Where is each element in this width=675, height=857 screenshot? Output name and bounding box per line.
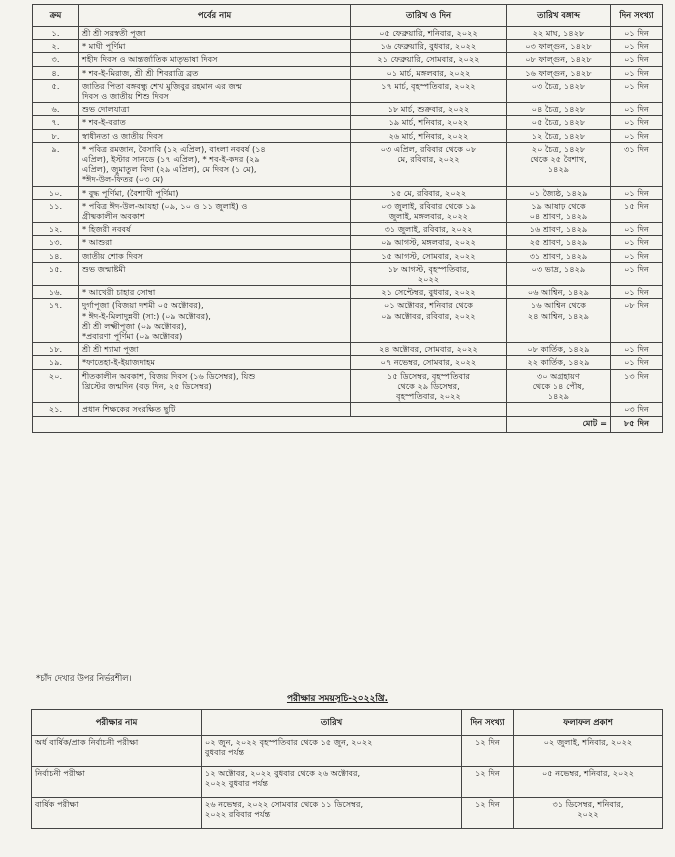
cell-line: ১৭ মার্চ, বৃহস্পতিবার, ২০২২: [381, 80, 476, 91]
cell-line: ০১ জ্যৈষ্ঠ, ১৪২৯: [529, 187, 588, 198]
exam-schedule-title: পরীক্ষার সময়সূচি-২০২২খ্রি.: [286, 694, 389, 704]
cell-line: ২৬ নভেম্বর, ২০২২ সোমবার থেকে ১১ ডিসেম্বর,: [205, 799, 364, 809]
day-count-cell: ০১ দিন: [611, 236, 663, 249]
cell-line: * শব-ই-মিরাজ, শ্রী শ্রী শিবরাত্রি ব্রত: [82, 67, 199, 78]
serial-header: ক্রম: [33, 5, 79, 27]
exam-days-header: দিন সংখ্যা: [462, 710, 514, 736]
serial-cell: ৯.: [33, 142, 79, 186]
cell-line: ০৮ ফাল্গুন, ১৪২৮: [525, 54, 592, 65]
serial-cell: ২.: [33, 40, 79, 53]
bangla-date-cell: [507, 343, 611, 356]
day-count-cell: ১৩ দিন: [611, 369, 663, 403]
exam-date-cell: [202, 767, 462, 798]
cell-line: শুভ জন্মাষ্টমী: [82, 263, 126, 274]
bangla-date-cell: [507, 79, 611, 102]
date-day-cell: [351, 249, 507, 262]
serial-cell: ১৬.: [33, 286, 79, 299]
cell-line: ১৯ আষাঢ় থেকে: [531, 200, 586, 211]
cell-line: ২০২২: [417, 274, 440, 285]
bangla-date-cell: [507, 27, 611, 40]
cell-line: ০৩ চৈত্র, ১৪২৮: [531, 80, 586, 91]
exam-name-cell: অর্ধ বার্ষিক/প্রাক নির্বাচনী পরীক্ষা: [32, 736, 202, 767]
table-row: [33, 79, 663, 102]
festival-name-cell: [79, 103, 351, 116]
cell-line: ৩১ জুলাই, রবিবার, ২০২২: [384, 224, 473, 235]
day-count-cell: ০১ দিন: [611, 356, 663, 369]
day-count-cell: ৩১ দিন: [611, 142, 663, 186]
result-date-cell: [514, 767, 663, 798]
festival-name-cell: [79, 142, 351, 186]
serial-cell: ৮.: [33, 129, 79, 142]
cell-line: ১২ অক্টোবর, ২০২২ বুধবার থেকে ২৬ অক্টোবর,: [205, 768, 361, 778]
cell-line: ১৪২৯: [547, 391, 570, 402]
cell-line: ১৪২৯: [547, 164, 570, 175]
bangla-date-cell: [507, 142, 611, 186]
serial-cell: ৫.: [33, 79, 79, 102]
cell-line: ১৫ আগস্ট, সোমবার, ২০২২: [381, 250, 476, 261]
table-row: [33, 186, 663, 199]
festival-name-cell: [79, 129, 351, 142]
festival-name-cell: [79, 40, 351, 53]
day-count-cell: ০১ দিন: [611, 129, 663, 142]
cell-line: শ্রী শ্রী সরস্বতী পূজা: [82, 28, 146, 38]
table-row: [33, 249, 663, 262]
festival-name-cell: [79, 262, 351, 285]
bangla-date-cell: [507, 369, 611, 403]
bangla-date-cell: [507, 199, 611, 222]
total-label: মোট =: [507, 416, 611, 432]
date-day-cell: [351, 116, 507, 129]
serial-cell: ৩.: [33, 53, 79, 66]
cell-line: ১৬ আশ্বিন থেকে: [531, 300, 586, 311]
cell-line: ০৪ চৈত্র, ১৪২৮: [531, 104, 586, 115]
cell-line: ০৩ ভাদ্র, ১৪২৯: [531, 263, 586, 274]
cell-line: এপ্রিল), জুমাতুল বিদা (২৯ এপ্রিল), মে দিবস (১ মে),: [82, 164, 257, 175]
cell-line: ২৫ শ্রাবণ, ১৪২৯: [529, 237, 588, 248]
moon-dependency-note: *চাঁদ দেখার উপর নির্ভরশীল।: [36, 673, 132, 683]
cell-line: ০৬ আশ্বিন, ১৪২৯: [527, 287, 590, 298]
serial-cell: ১৮.: [33, 343, 79, 356]
table-row: [33, 299, 663, 343]
cell-line: ১৬ ফেব্রুয়ারি, বুধবার, ২০২২: [380, 41, 477, 52]
cell-line: ০১ অক্টোবর, শনিবার থেকে: [384, 300, 473, 311]
result-date-cell: [514, 736, 663, 767]
cell-line: ২০ চৈত্র, ১৪২৮: [531, 143, 586, 154]
serial-cell: ১৯.: [33, 356, 79, 369]
table-row: [33, 369, 663, 403]
cell-line: থেকে ২৫ বৈশাখ,: [530, 154, 587, 165]
day-count-cell: ০৮ দিন: [611, 299, 663, 343]
cell-line: শুভ দোলযাত্রা: [82, 104, 130, 115]
table-row: [33, 116, 663, 129]
festival-name-cell: [79, 286, 351, 299]
cell-line: দুর্গাপূজা (বিজয়া দশমী ০৫ অক্টোবর),: [82, 300, 204, 311]
table-row: [33, 142, 663, 186]
cell-line: ০৯ অক্টোবর, রবিবার, ২০২২: [381, 310, 476, 321]
cell-line: * বুদ্ধ পূর্ণিমা, (বৈশাখী পূর্ণিমা): [82, 187, 179, 198]
table-row: [33, 129, 663, 142]
cell-line: শ্রী শ্রী শ্যামা পূজা: [82, 344, 139, 355]
festival-name-cell: [79, 199, 351, 222]
cell-line: মে, রবিবার, ২০২২: [397, 154, 460, 165]
festival-name-cell: [79, 66, 351, 79]
exam-date-cell: [202, 736, 462, 767]
cell-line: শীতকালীন অবকাশ, বিজয় দিবস (১৬ ডিসেম্বর), যিশু: [82, 370, 256, 381]
cell-line: *ফাতেহা-ই-ইয়াজদাহম: [82, 357, 156, 368]
exam-days-cell: ১২ দিন: [462, 736, 514, 767]
cell-line: ২২ কার্তিক, ১৪২৯: [527, 357, 590, 368]
exam-date-header: তারিখ: [202, 710, 462, 736]
cell-line: * আশুরা: [82, 237, 113, 248]
day-count-cell: ০১ দিন: [611, 103, 663, 116]
bangla-date-cell: [507, 129, 611, 142]
cell-line: বুধবার পর্যন্ত: [205, 747, 245, 758]
serial-cell: ৪.: [33, 66, 79, 79]
festival-name-cell: [79, 249, 351, 262]
cell-line: ১৯ মার্চ, শনিবার, ২০২২: [388, 117, 469, 128]
cell-line: ০৩ জুলাই, রবিবার থেকে ১৯: [381, 200, 476, 211]
serial-cell: ১৭.: [33, 299, 79, 343]
cell-line: ০৫ নভেম্বর, শনিবার, ২০২২: [541, 768, 635, 778]
serial-cell: ১৩.: [33, 236, 79, 249]
cell-line: ০৫ চৈত্র, ১৪২৮: [531, 117, 586, 128]
cell-line: ০৯ আগস্ট, মঙ্গলবার, ২০২২: [381, 237, 476, 248]
table-row: [33, 40, 663, 53]
exam-days-cell: ১২ দিন: [462, 798, 514, 829]
cell-line: বৃহস্পতিবার, ২০২২: [396, 391, 461, 402]
serial-cell: ৬.: [33, 103, 79, 116]
holiday-table: [32, 4, 663, 433]
exam-table: [31, 709, 663, 829]
date-day-cell: [351, 343, 507, 356]
date-day-cell: [351, 103, 507, 116]
bangla-date-header: তারিখ বঙ্গাব্দ: [507, 5, 611, 27]
bangla-date-cell: [507, 116, 611, 129]
date-day-cell: [351, 356, 507, 369]
day-count-cell: ০১ দিন: [611, 186, 663, 199]
table-row: [33, 27, 663, 40]
date-day-cell: [351, 40, 507, 53]
table-row: [33, 286, 663, 299]
day-count-cell: ০১ দিন: [611, 249, 663, 262]
festival-name-cell: [79, 236, 351, 249]
day-count-cell: ০১ দিন: [611, 27, 663, 40]
cell-line: ০৮ কার্তিক, ১৪২৯: [527, 344, 590, 355]
cell-line: ১৫ মে, রবিবার, ২০২২: [390, 187, 467, 198]
cell-line: এপ্রিল), ইস্টার সানডে (১৭ এপ্রিল), * শব-ই-কদর (২৯: [82, 154, 260, 165]
serial-cell: ২১.: [33, 403, 79, 416]
cell-line: ১৫ ডিসেম্বর, বৃহস্পতিবার: [387, 370, 470, 381]
day-count-cell: ০১ দিন: [611, 343, 663, 356]
date-day-cell: [351, 236, 507, 249]
table-row: [33, 262, 663, 285]
day-count-cell: ১৫ দিন: [611, 199, 663, 222]
date-day-cell: [351, 53, 507, 66]
serial-cell: ১৪.: [33, 249, 79, 262]
bangla-date-cell: [507, 262, 611, 285]
festival-name-cell: [79, 369, 351, 403]
cell-line: ২০২২ বুধবার পর্যন্ত: [205, 778, 268, 789]
bangla-date-cell: [507, 236, 611, 249]
table-row: [33, 53, 663, 66]
cell-line: ০৫ ফেব্রুয়ারি, শনিবার, ২০২২: [379, 28, 478, 38]
cell-line: ২১ ফেব্রুয়ারি, সোমবার, ২০২২: [377, 54, 480, 65]
festival-name-header: পর্বের নাম: [79, 5, 351, 27]
cell-line: ০৪ শ্রাবণ, ১৪২৯: [529, 211, 588, 222]
cell-line: ১৬ শ্রাবণ, ১৪২৯: [529, 224, 588, 235]
date-day-cell: [351, 369, 507, 403]
serial-cell: ১২.: [33, 223, 79, 236]
cell-line: গ্রীষ্মকালীন অবকাশ: [82, 211, 145, 222]
bangla-date-cell: [507, 223, 611, 236]
serial-cell: ৭.: [33, 116, 79, 129]
bangla-date-cell: [507, 249, 611, 262]
exam-date-cell: [202, 798, 462, 829]
cell-line: ১৮ আগস্ট, বৃহস্পতিবার,: [387, 263, 470, 274]
table-row: [32, 736, 663, 767]
serial-cell: ২০.: [33, 369, 79, 403]
date-day-cell: [351, 199, 507, 222]
date-day-cell: [351, 79, 507, 102]
cell-line: ২২ মাঘ, ১৪২৮: [532, 28, 585, 38]
date-day-cell: [351, 186, 507, 199]
day-count-header: দিন সংখ্যা: [611, 5, 663, 27]
day-count-cell: ০৩ দিন: [611, 403, 663, 416]
date-day-cell: [351, 66, 507, 79]
day-count-cell: ০১ দিন: [611, 40, 663, 53]
cell-line: শহীদ দিবস ও আন্তর্জাতিক মাতৃভাষা দিবস: [82, 54, 218, 65]
date-day-cell: [351, 403, 507, 416]
cell-line: ২০২২ রবিবার পর্যন্ত: [205, 809, 271, 820]
cell-line: * পবিত্র ঈদ-উল-আযহা (০৯, ১০ ও ১১ জুলাই) ও: [82, 200, 248, 211]
table-row: [33, 403, 663, 416]
total-value: ৮৫ দিন: [611, 416, 663, 432]
table-row: [33, 223, 663, 236]
cell-line: ০১ মার্চ, মঙ্গলবার, ২০২২: [386, 67, 471, 78]
cell-line: থেকে ২৯ ডিসেম্বর,: [397, 380, 460, 391]
bangla-date-cell: [507, 356, 611, 369]
festival-name-cell: [79, 186, 351, 199]
serial-cell: ১০.: [33, 186, 79, 199]
cell-line: * পবিত্র রমজান, বৈসাবি (১২ এপ্রিল), বাংলা নববর্ষ (১৪: [82, 143, 266, 154]
result-header: ফলাফল প্রকাশ: [514, 710, 663, 736]
cell-line: ০৭ নভেম্বর, সোমবার, ২০২২: [380, 357, 477, 368]
cell-line: * মাঘী পূর্ণিমা: [82, 41, 126, 52]
day-count-cell: ০১ দিন: [611, 262, 663, 285]
cell-line: ০২ জুলাই, শনিবার, ২০২২: [543, 737, 633, 747]
bangla-date-cell: [507, 53, 611, 66]
cell-line: ২১ সেপ্টেম্বর, বুধবার, ২০২২: [381, 287, 476, 298]
date-day-cell: [351, 129, 507, 142]
date-day-cell: [351, 262, 507, 285]
serial-cell: ১.: [33, 27, 79, 40]
cell-line: *প্রবারণা পূর্ণিমা (০৯ অক্টোবর): [82, 331, 183, 342]
cell-line: * ঈদ-ই-মিলাদুন্নবী (সা:) (০৯ অক্টোবর),: [82, 310, 211, 321]
table-row: [33, 66, 663, 79]
festival-name-cell: [79, 356, 351, 369]
cell-line: ০৩ ফাল্গুন, ১৪২৮: [525, 41, 592, 52]
cell-line: ২৬ মার্চ, শনিবার, ২০২২: [388, 130, 469, 141]
festival-name-cell: [79, 27, 351, 40]
bangla-date-cell: [507, 403, 611, 416]
cell-line: ৩১ ডিসেম্বর, শনিবার,: [552, 799, 624, 809]
total-spacer: [33, 416, 507, 432]
cell-line: প্রধান শিক্ষকের সংরক্ষিত ছুটি: [82, 404, 176, 415]
cell-line: ০২ জুন, ২০২২ বৃহস্পতিবার থেকে ১৫ জুন, ২০২২: [205, 737, 373, 747]
bangla-date-cell: [507, 186, 611, 199]
bangla-date-cell: [507, 103, 611, 116]
day-count-cell: ০১ দিন: [611, 53, 663, 66]
cell-line: ১৬ ফাল্গুন, ১৪২৮: [525, 67, 592, 78]
cell-line: ২৪ অক্টোবর, সোমবার, ২০২২: [379, 344, 478, 355]
exam-name-cell: নির্বাচনী পরীক্ষা: [32, 767, 202, 798]
festival-name-cell: [79, 299, 351, 343]
date-day-cell: [351, 286, 507, 299]
cell-line: শ্রী শ্রী লক্ষ্মীপূজা (০৯ অক্টোবর),: [82, 320, 187, 331]
table-row: [33, 103, 663, 116]
cell-line: ০৩ এপ্রিল, রবিবার থেকে ০৮: [380, 143, 477, 154]
cell-line: ২৪ আশ্বিন, ১৪২৯: [527, 310, 590, 321]
cell-line: *ঈদ-উল-ফিতর (০৩ মে): [82, 174, 164, 185]
cell-line: থেকে ১৪ পৌষ,: [532, 380, 585, 391]
day-count-cell: ০১ দিন: [611, 223, 663, 236]
table-row: [33, 343, 663, 356]
date-day-cell: [351, 299, 507, 343]
result-date-cell: [514, 798, 663, 829]
table-row: [32, 798, 663, 829]
cell-line: * আখেরী চাহার সোম্বা: [82, 287, 156, 298]
day-count-cell: ০১ দিন: [611, 286, 663, 299]
cell-line: স্বাধীনতা ও জাতীয় দিবস: [82, 130, 164, 141]
cell-line: জাতীয় শোক দিবস: [82, 250, 144, 261]
date-day-header: তারিখ ও দিন: [351, 5, 507, 27]
exam-days-cell: ১২ দিন: [462, 767, 514, 798]
cell-line: ৩১ শ্রাবণ, ১৪২৯: [529, 250, 588, 261]
cell-line: ১৮ মার্চ, শুক্রবার, ২০২২: [387, 104, 470, 115]
cell-line: ৩০ অগ্রহায়ণ: [537, 370, 580, 381]
cell-line: ২০২২: [577, 809, 599, 820]
bangla-date-cell: [507, 40, 611, 53]
festival-name-cell: [79, 223, 351, 236]
table-row: [32, 767, 663, 798]
festival-name-cell: [79, 79, 351, 102]
date-day-cell: [351, 27, 507, 40]
date-day-cell: [351, 223, 507, 236]
cell-line: * শব-ই-বরাত: [82, 117, 126, 128]
bangla-date-cell: [507, 66, 611, 79]
festival-name-cell: [79, 53, 351, 66]
serial-cell: ১১.: [33, 199, 79, 222]
day-count-cell: ০১ দিন: [611, 66, 663, 79]
cell-line: * হিজরী নববর্ষ: [82, 224, 131, 235]
festival-name-cell: [79, 403, 351, 416]
festival-name-cell: [79, 343, 351, 356]
table-row: [33, 199, 663, 222]
cell-line: খ্রিস্টের জন্মদিন (বড় দিন, ২৫ ডিসেম্বর): [82, 380, 212, 391]
cell-line: জাতির পিতা বঙ্গবন্ধু শেখ মুজিবুর রহমান এর জন্ম: [82, 80, 243, 91]
cell-line: ১২ চৈত্র, ১৪২৮: [531, 130, 586, 141]
bangla-date-cell: [507, 286, 611, 299]
day-count-cell: ০১ দিন: [611, 116, 663, 129]
day-count-cell: ০১ দিন: [611, 79, 663, 102]
exam-name-header: পরীক্ষার নাম: [32, 710, 202, 736]
exam-name-cell: বার্ষিক পরীক্ষা: [32, 798, 202, 829]
table-row: [33, 236, 663, 249]
cell-line: দিবস ও জাতীয় শিশু দিবস: [82, 91, 169, 102]
date-day-cell: [351, 142, 507, 186]
cell-line: জুলাই, মঙ্গলবার, ২০২২: [388, 211, 469, 222]
bangla-date-cell: [507, 299, 611, 343]
serial-cell: ১৫.: [33, 262, 79, 285]
table-row: [33, 356, 663, 369]
festival-name-cell: [79, 116, 351, 129]
